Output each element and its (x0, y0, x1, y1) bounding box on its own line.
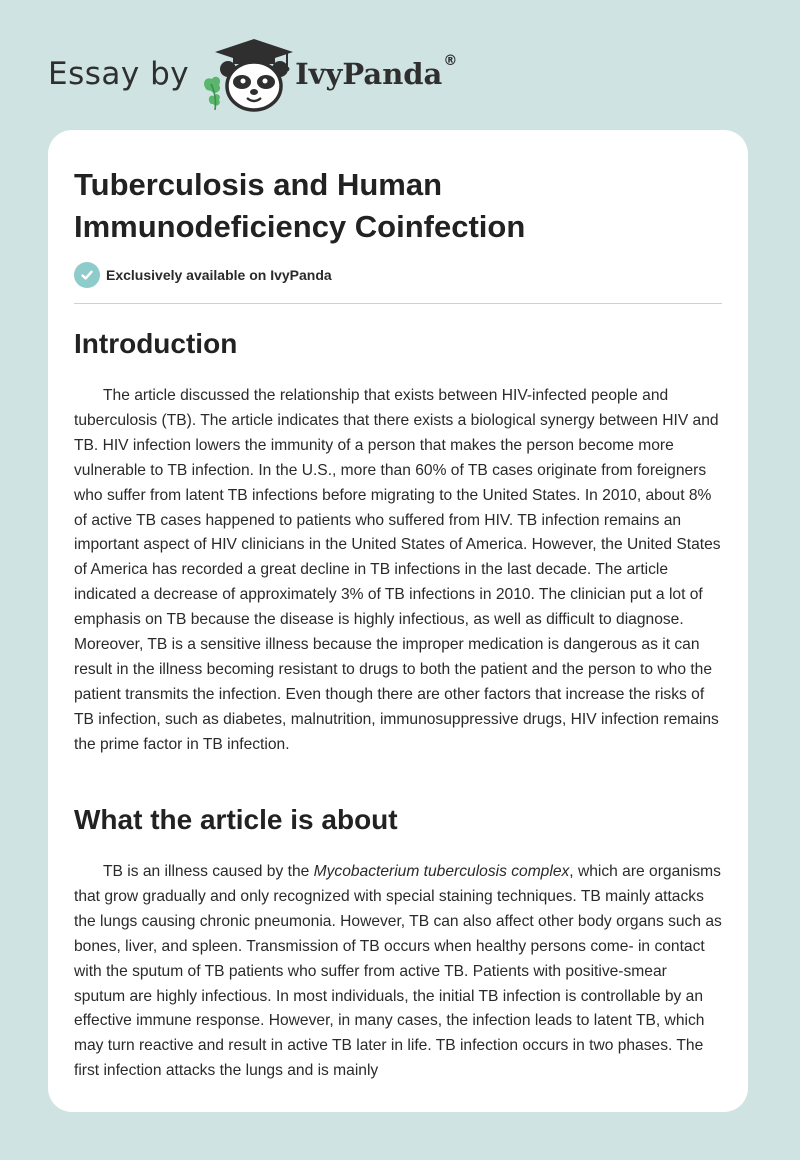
section-heading-introduction: Introduction (74, 328, 238, 359)
brand-name: IvyPanda® (295, 53, 458, 91)
brand-prefix: Essay by (48, 56, 190, 92)
divider (74, 303, 722, 304)
panda-graduate-icon (197, 34, 293, 114)
essay-card (48, 130, 748, 1112)
essay-title: Tuberculosis and Human Immunodeficiency Coinfection (74, 167, 526, 244)
registered-mark: ® (443, 53, 458, 69)
section-heading-article-about: What the article is about (74, 804, 398, 835)
check-circle-icon (74, 262, 100, 288)
exclusive-badge (74, 262, 332, 288)
section-paragraph-introduction: The article discussed the relationship that exists between HIV-infected people and tuberculosis (TB). The article indicates that there exists a biological synergy between HIV and TB. HIV infection lowers the immunity of a person that makes the person become more vulnerable to TB infection. In the U.S., more than 60% of TB cases originate from foreigners who suffer from latent TB infections before migrating to the United States. In 2010, about 8% of active TB cases happened to patients who suffered from HIV. TB infection remains an important aspect of HIV clinicians in the United States of America. However, the United States of America has recorded a great decline in TB infections in the last decade. The article indicated a decrease of approximately 3% of TB infections in 2010. The clinician put a lot of emphasis on TB because the disease is highly infectious, as well as difficult to diagnose. Moreover, TB is a sensitive illness because the improper medication is dangerous as it can result in the illness becoming resistant to drugs to both the patient and the person to who the patient transmits the infection. Even though there are other factors that increase the risks of TB infection, such as diabetes, malnutrition, immunosuppressive drugs, HIV infection remains the prime factor in TB infection. (74, 387, 721, 753)
italic-term: Mycobacterium tuberculosis complex (313, 863, 570, 880)
brand-header[interactable] (48, 34, 457, 114)
exclusive-badge-text: Exclusively available on IvyPanda (106, 267, 332, 283)
section-paragraph-article-about: TB is an illness caused by the Mycobacterium tuberculosis complex, which are organisms that grow gradually and only recognized with special staining techniques. TB mainly attacks the lungs causing chronic pneumonia. However, TB can also affect other body organs such as bones, liver, and spleen. Transmission of TB occurs when healthy persons come- in contact with the sputum of TB patients who suffer from active TB. Patients with positive-smear sputum are highly infectious. In most individuals, the initial TB infection is controllable by an effective immune response. However, in many cases, the infection leads to latent TB, which may turn reactive and result in active TB later in life. TB infection occurs in two phases. The first infection attacks the lungs and is mainly (74, 863, 722, 1080)
